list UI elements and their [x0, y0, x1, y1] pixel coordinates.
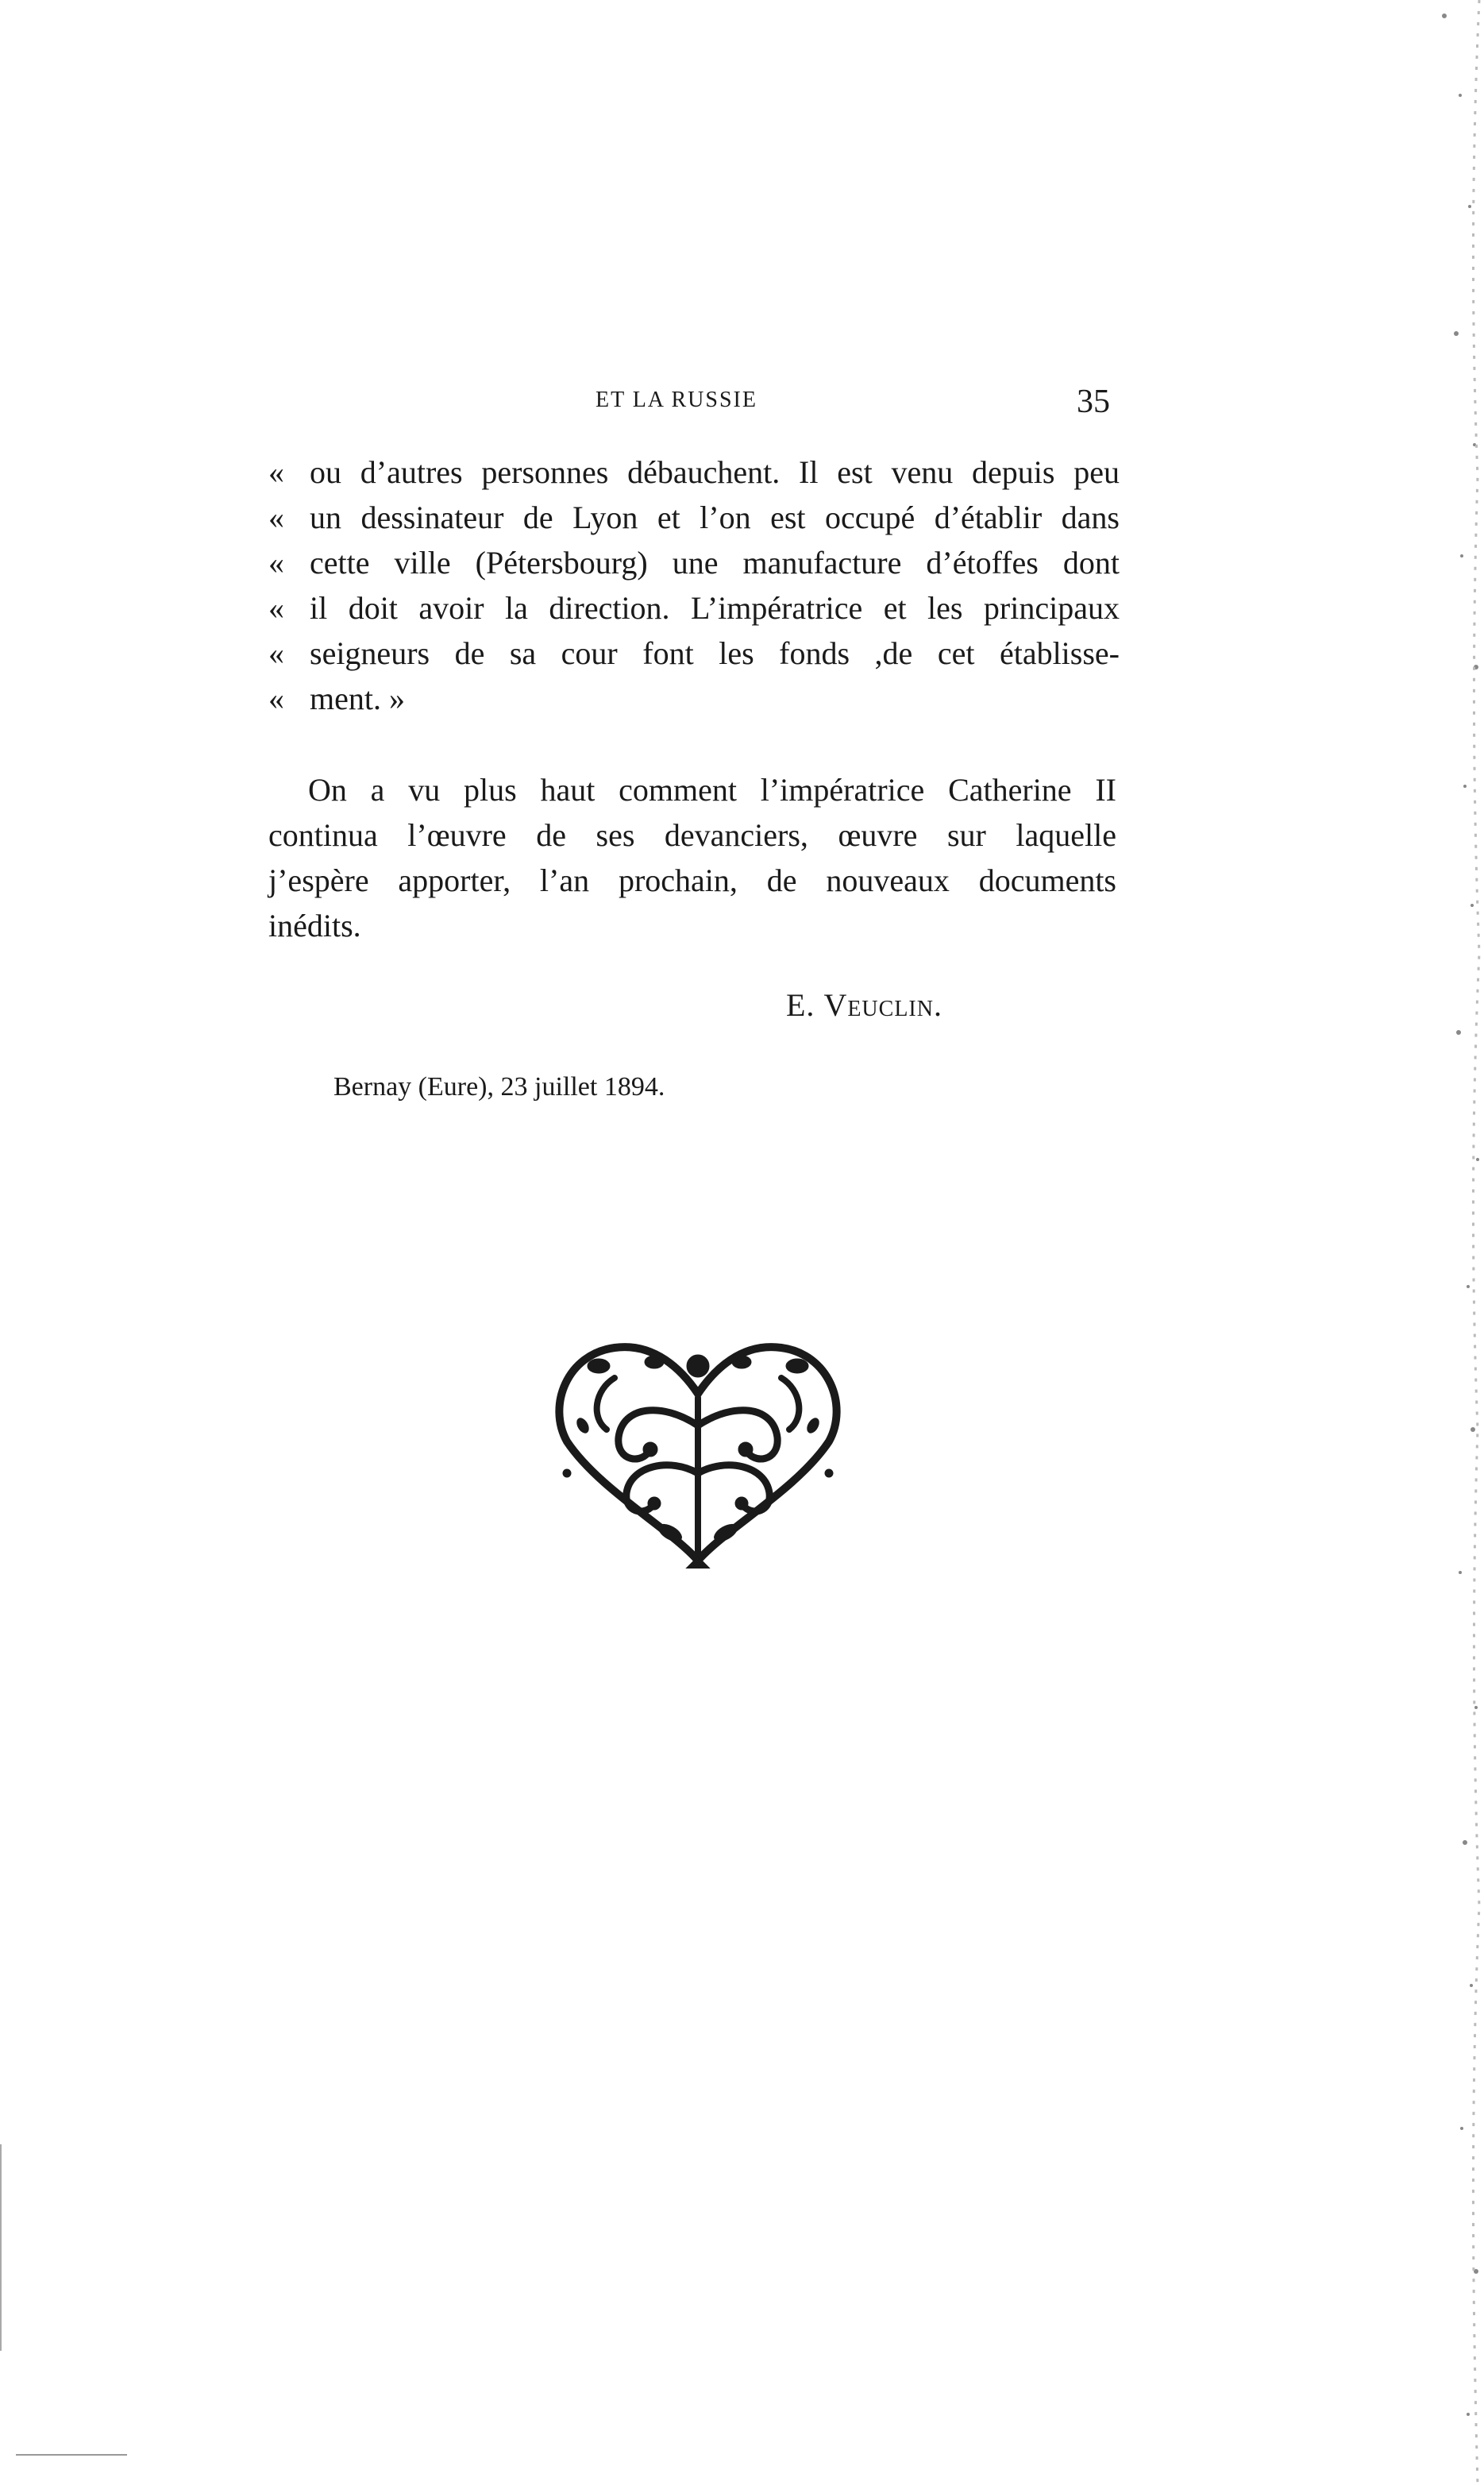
bottom-rule	[16, 2454, 127, 2456]
quote-line	[268, 450, 1120, 495]
quote-text: cette ville (Pétersbourg) une manufacture d’étoffes dont	[310, 545, 1120, 581]
quote-mark: «	[268, 500, 284, 535]
paragraph-line: j’espère apporter, l’an prochain, de nouveaux documents	[268, 862, 1116, 898]
quote-mark: «	[268, 454, 284, 490]
page-edge	[1413, 0, 1484, 2485]
quote-mark: «	[268, 635, 284, 671]
page-number: 35	[1077, 384, 1110, 420]
author-name: Veuclin.	[823, 987, 942, 1023]
author-initial: E.	[786, 987, 815, 1023]
paragraph-line: inédits.	[268, 908, 361, 943]
quote-line	[268, 585, 1120, 631]
dateline: Bernay (Eure), 23 juillet 1894.	[333, 1072, 665, 1102]
quote-text: seigneurs de sa cour font les fonds ,de cet établisse-	[310, 635, 1120, 671]
quote-line	[268, 495, 1120, 540]
left-edge-line	[0, 2144, 2, 2351]
body-paragraph	[268, 767, 1116, 948]
quote-line	[268, 676, 1120, 721]
page-edge-texture	[1413, 0, 1484, 2485]
quote-mark: «	[268, 545, 284, 581]
quote-text: il doit avoir la direction. L’impératrice et les principaux	[310, 590, 1120, 626]
paragraph-line: continua l’œuvre de ses devanciers, œuvre sur laquelle	[268, 817, 1116, 853]
author-signature	[786, 986, 942, 1024]
quote-block	[268, 450, 1120, 721]
quote-mark: «	[268, 681, 284, 716]
quote-mark: «	[268, 590, 284, 626]
ornament-graphic	[551, 1330, 845, 1569]
quote-line	[268, 631, 1120, 676]
quote-text: ou d’autres personnes débauchent. Il est venu depuis peu	[310, 454, 1120, 490]
running-title: ET LA RUSSIE	[596, 388, 757, 412]
quote-text: ment. »	[310, 681, 405, 716]
quote-line	[268, 540, 1120, 585]
floral-heart-ornament-icon	[551, 1330, 845, 1569]
quote-text: un dessinateur de Lyon et l’on est occupé d’établir dans	[310, 500, 1120, 535]
paragraph-line: On a vu plus haut comment l’impératrice Catherine II	[308, 772, 1116, 808]
